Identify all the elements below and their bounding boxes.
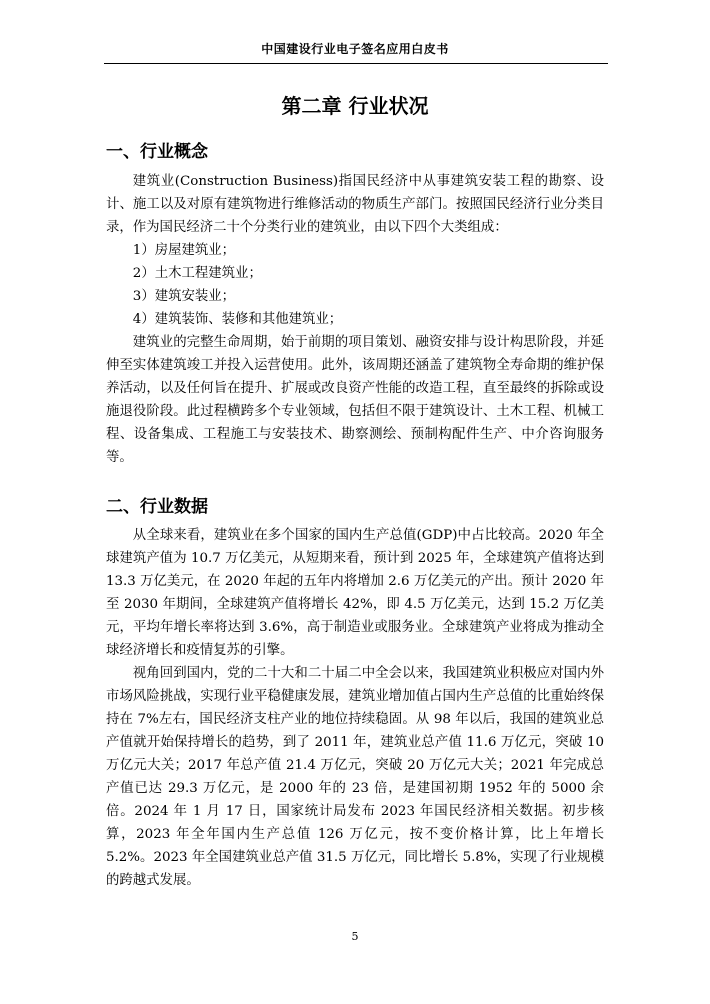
section-heading-data: 二、行业数据	[106, 497, 208, 517]
chapter-title: 第二章 行业状况	[281, 94, 429, 118]
list-item: 2）土木工程建筑业；	[132, 266, 262, 281]
lifecycle-paragraph: 建筑业的完整生命周期，始于前期的项目策划、融资安排与设计构思阶段，并延伸至实体建筑竣工并投入运营使用。此外，该周期还涵盖了建筑物全寿命期的维护保养活动，以及任何旨在提升、扩展或改良资产性能的改造工程，直至最终的拆除或设施退役阶段。此过程横跨多个专业领域，包括但不限于建筑设计、土木工程、机械工程、设备集成、工程施工与安装技术、勘察测绘、预制构配件生产、中介咨询服务等。	[106, 335, 604, 465]
section-body-data	[106, 524, 604, 892]
list-item: 4）建筑装饰、装修和其他建筑业；	[132, 312, 343, 327]
list-item: 3）建筑安装业；	[132, 289, 236, 304]
section-heading-concept: 一、行业概念	[106, 142, 208, 162]
page-number: 5	[351, 930, 359, 943]
running-header: 中国建设行业电子签名应用白皮书	[261, 42, 449, 56]
concept-intro-paragraph: 建筑业(Construction Business)指国民经济中从事建筑安装工程的勘察、设计、施工以及对原有建筑物进行维修活动的物质生产部门。按照国民经济行业分类目录，作为国民经济二十个分类行业的建筑业，由以下四个大类组成：	[106, 174, 604, 235]
header-divider	[104, 63, 608, 64]
section-body-concept	[106, 170, 604, 469]
global-data-paragraph: 从全球来看，建筑业在多个国家的国内生产总值(GDP)中占比较高。2020 年全球建筑产值为 10.7 万亿美元，从短期来看，预计到 2025 年，全球建筑产值将达到 13.3 万亿美元，在 2020 年起的五年内将增加 2.6 万亿美元的产出。预计 2020 年至 2030 年期间，全球建筑产值将增长 42%，即 4.5 万亿美元，达到 15.2 万亿美元，平均年增长率将达到 3.6%，高于制造业或服务业。全球建筑产业将成为推动全球经济增长和疫情复苏的引擎。	[106, 528, 604, 658]
list-item: 1）房屋建筑业；	[132, 243, 236, 258]
domestic-data-paragraph: 视角回到国内，党的二十大和二十届二中全会以来，我国建筑业积极应对国内外市场风险挑战，实现行业平稳健康发展，建筑业增加值占国内生产总值的比重始终保持在 7%左右，国民经济支柱产业的地位持续稳固。从 98 年以后，我国的建筑业总产值就开始保持增长的趋势，到了 2011 年，建筑业总产值 11.6 万亿元，突破 10 万亿元大关；2017 年总产值 21.4 万亿元，突破 20 万亿元大关；2021 年完成总产值已达 29.3 万亿元，是 2000 年的 23 倍，是建国初期 1952 年的 5000 余倍。2024 年 1 月 17 日，国家统计局发布 2023 年国民经济相关数据。初步核算，2023 年全年国内生产总值 126 万亿元，按不变价格计算，比上年增长 5.2%。2023 年全国建筑业总产值 31.5 万亿元，同比增长 5.8%，实现了行业规模的跨越式发展。	[106, 666, 604, 888]
